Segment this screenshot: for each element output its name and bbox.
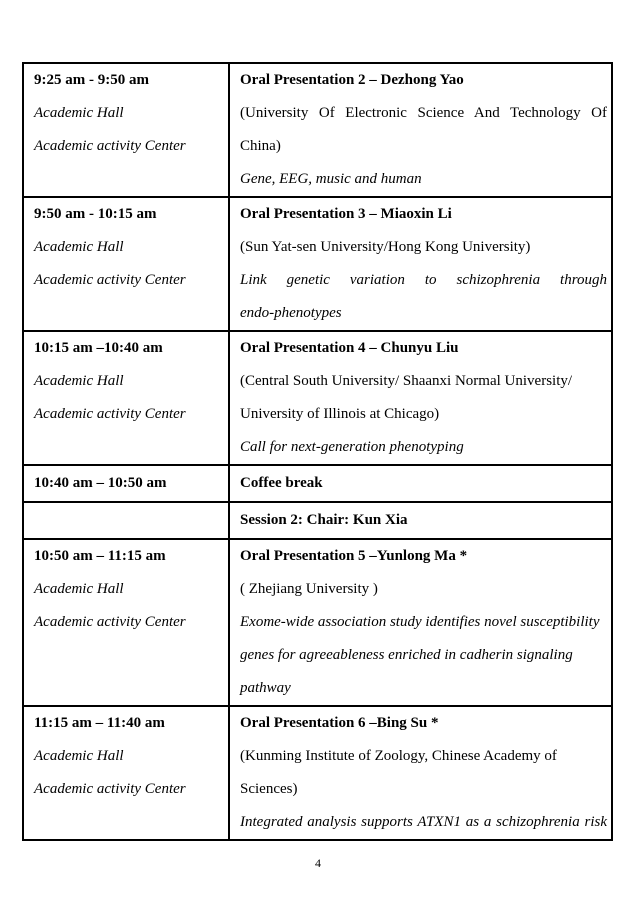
session-header-cell (230, 503, 611, 538)
time-location-cell (24, 466, 230, 501)
table-row (24, 196, 611, 330)
time-location-cell (24, 198, 230, 330)
talk-title-line: Link genetic variation to schizophrenia through (240, 272, 607, 288)
talk-title-line: Exome-wide association study identifies novel susceptibility (240, 614, 600, 630)
time-location-cell (24, 540, 230, 705)
table-row (24, 330, 611, 464)
page-number: 4 (315, 856, 321, 870)
talk-title-line: Gene, EEG, music and human (240, 171, 422, 187)
venue-line: Academic Hall (34, 373, 124, 389)
table-row (24, 538, 611, 705)
affiliation-line: (Sun Yat-sen University/Hong Kong University) (240, 239, 531, 255)
presentation-title: Oral Presentation 4 – Chunyu Liu (240, 340, 459, 356)
presentation-title: Oral Presentation 2 – Dezhong Yao (240, 72, 464, 88)
session-details-cell (230, 198, 611, 330)
session-details-cell (230, 540, 611, 705)
venue-line: Academic activity Center (34, 614, 186, 630)
talk-title-line: Call for next-generation phenotyping (240, 439, 464, 455)
table-row (24, 501, 611, 538)
venue-line: Academic Hall (34, 581, 124, 597)
time-location-cell (24, 332, 230, 464)
session-details-cell (230, 466, 611, 501)
affiliation-line: ( Zhejiang University ) (240, 581, 378, 597)
time-location-cell (24, 707, 230, 839)
venue-line: Academic activity Center (34, 272, 186, 288)
presentation-title: Oral Presentation 3 – Miaoxin Li (240, 206, 452, 222)
talk-title-line: Integrated analysis supports ATXN1 as a schizophrenia risk (240, 814, 607, 830)
table-row (24, 464, 611, 501)
time-slot: 10:50 am – 11:15 am (34, 548, 166, 564)
time-slot: 9:25 am - 9:50 am (34, 72, 149, 88)
time-slot: 11:15 am – 11:40 am (34, 715, 165, 731)
affiliation-line: (Kunming Institute of Zoology, Chinese Academy of (240, 748, 557, 764)
venue-line: Academic Hall (34, 239, 124, 255)
talk-title-line: pathway (240, 680, 291, 696)
presentation-title: Oral Presentation 6 –Bing Su * (240, 715, 439, 731)
venue-line: Academic activity Center (34, 138, 186, 154)
affiliation-line: (Central South University/ Shaanxi Normal University/ (240, 373, 573, 389)
time-location-cell (24, 64, 230, 196)
session-details-cell (230, 64, 611, 196)
session-details-cell (230, 332, 611, 464)
affiliation-line: University of Illinois at Chicago) (240, 406, 440, 422)
empty-cell (24, 503, 230, 538)
table-row (24, 705, 611, 839)
affiliation-line: (University Of Electronic Science And Technology Of (240, 105, 607, 121)
venue-line: Academic Hall (34, 748, 124, 764)
affiliation-line: Sciences) (240, 781, 298, 797)
talk-title-line: endo-phenotypes (240, 305, 342, 321)
venue-line: Academic Hall (34, 105, 124, 121)
time-slot: 10:40 am – 10:50 am (34, 475, 167, 491)
talk-title-line: genes for agreeableness enriched in cadherin signaling (240, 647, 573, 663)
session-details-cell (230, 707, 611, 839)
session-header: Session 2: Chair: Kun Xia (240, 512, 408, 528)
break-label: Coffee break (240, 475, 323, 491)
venue-line: Academic activity Center (34, 406, 186, 422)
table-row (24, 64, 611, 196)
schedule-table (22, 62, 613, 841)
affiliation-line: China) (240, 138, 281, 154)
venue-line: Academic activity Center (34, 781, 186, 797)
presentation-title: Oral Presentation 5 –Yunlong Ma * (240, 548, 468, 564)
time-slot: 9:50 am - 10:15 am (34, 206, 157, 222)
time-slot: 10:15 am –10:40 am (34, 340, 163, 356)
